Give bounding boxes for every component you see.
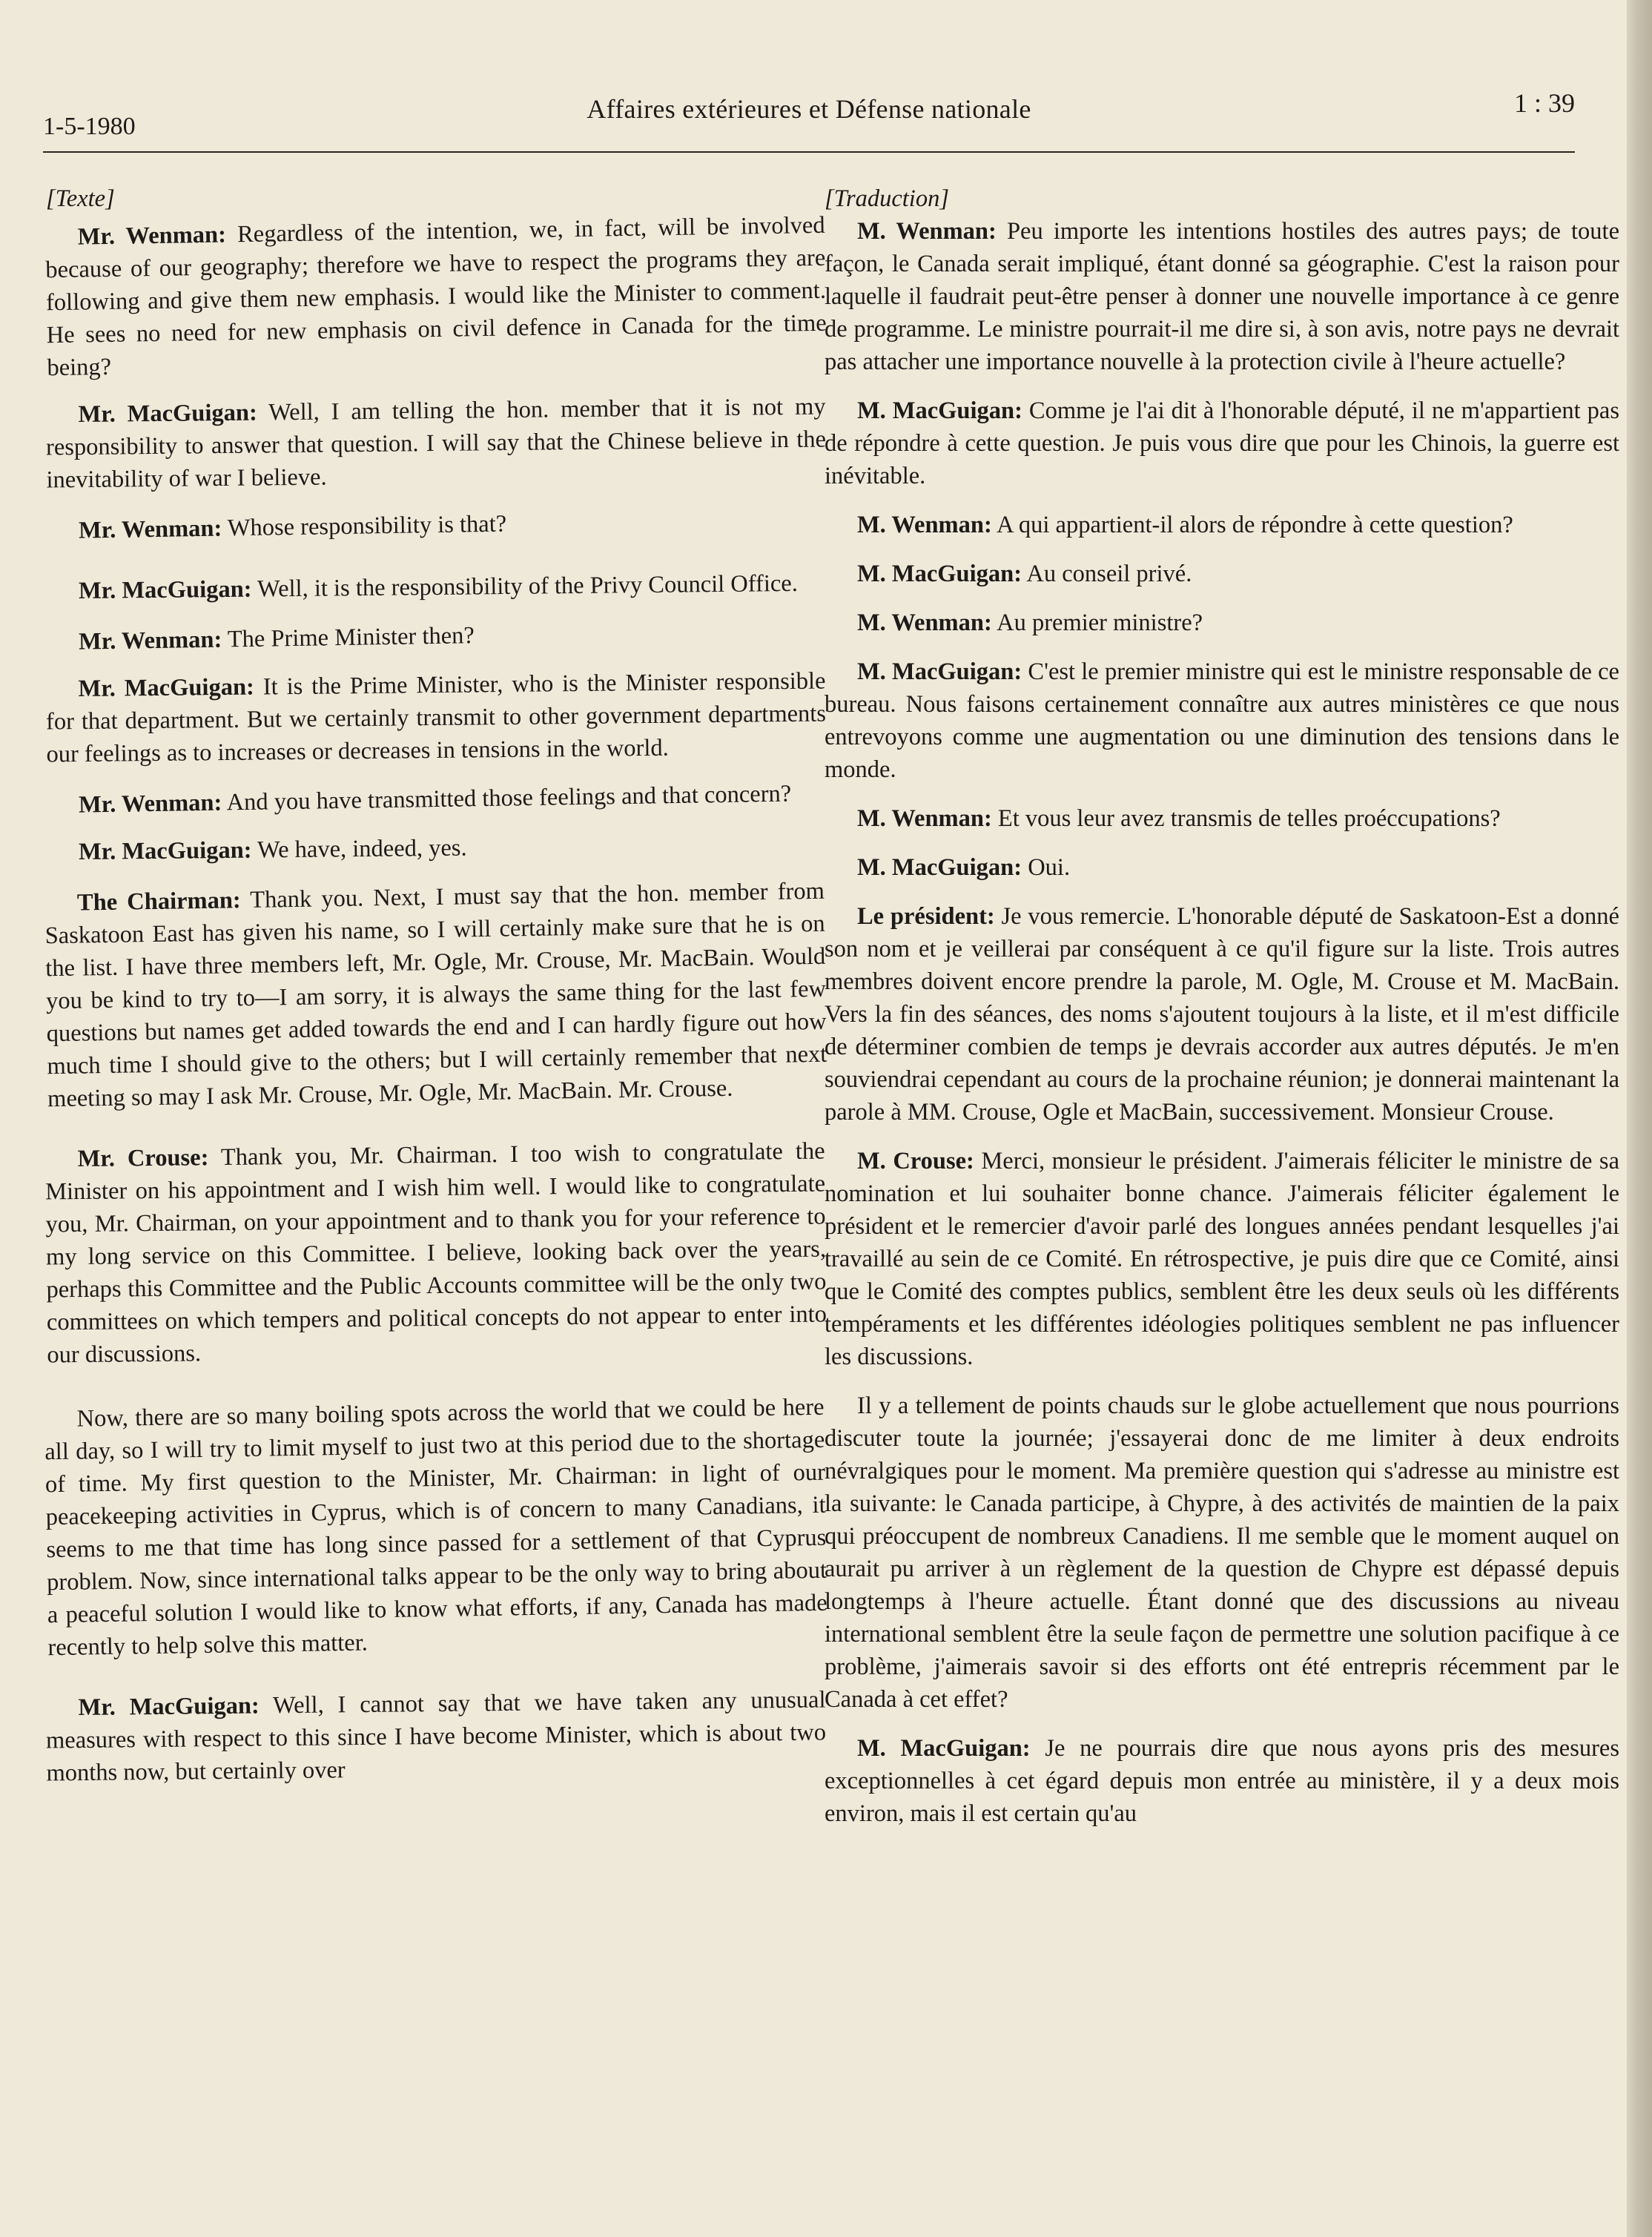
speaker-name: Mr. MacGuigan: [78, 673, 255, 703]
paragraph [44, 875, 828, 1115]
speaker-name: Mr. Wenman: [78, 626, 222, 655]
speaker-name: M. Wenman: [857, 805, 992, 832]
paragraph-text: Regardless of the intention, we, in fact, will be involved because of our geography; therefore we have to respect the programs they are following and give them new emphasis. I would like the Minister to comment. He sees no need for new emphasis on civil defence in Canada for the time being? [45, 211, 827, 382]
speaker-name: M. Wenman: [857, 609, 992, 636]
section-label-text: Texte [55, 185, 106, 212]
column-french [825, 182, 1619, 1846]
paragraph-text: Well, it is the responsibility of the Privy Council Office. [251, 569, 799, 603]
paragraph [46, 777, 827, 822]
speaker-name: M. Crouse: [857, 1148, 974, 1174]
speaker-name: Mr. MacGuigan: [78, 836, 252, 866]
paragraph [825, 509, 1619, 541]
header-date: 1-5-1980 [43, 113, 136, 140]
paragraph-text: Well, I cannot say that we have taken any unusual measures with respect to this since I have become Minister, which is about two months now, but certainly over [45, 1686, 827, 1787]
paragraph [825, 1390, 1619, 1716]
paragraph [45, 1683, 826, 1789]
paragraph-text: Thank you, Mr. Chairman. I too wish to congratulate the Minister on his appointment and I wish him well. I would like to congratulate you, Mr. Chairman, on your appointment and to thank you for your reference to my long service on this Committee. I believe, looking back over the years, perhaps this Committee and the Public Accounts committee will be the only two committees on which tempers and political concepts do not appear to enter into our discussions. [44, 1137, 827, 1369]
speaker-name: M. MacGuigan: [857, 561, 1022, 587]
paragraph-text: Oui. [1022, 854, 1071, 881]
speaker-name: Mr. Crouse: [77, 1144, 209, 1173]
speaker-name: M. MacGuigan: [857, 1735, 1031, 1762]
paragraph-text: Je vous remercie. L'honorable député de Saskatoon-Est a donné son nom et je veillerai par conséquent à ce qu'il figure sur la liste. Trois autres membres doivent encore prendre la parole, M. Ogle, M. Crouse et M. MacBain. Vers la fin des séances, des noms s'ajoutent toujours à la liste, et il m'est difficile de déterminer combien de temps je devrais accorder aux autres députés. Je m'en souviendrai cependant au cours de la prochaine réunion; je donnerai maintenant la parole à MM. Crouse, Ogle et MacBain, successivement. Monsieur Crouse. [825, 903, 1619, 1126]
speaker-name: Le président: [857, 903, 995, 930]
paragraph [45, 390, 826, 496]
speaker-name: M. Wenman: [857, 218, 997, 245]
speaker-name: M. MacGuigan: [857, 854, 1022, 881]
header-title: Affaires extérieures et Défense nationale [587, 94, 1031, 124]
paragraph-text: And you have transmitted those feelings and that concern? [221, 780, 792, 816]
paragraph [44, 1391, 827, 1664]
paragraph-text: Il y a tellement de points chauds sur le globe actuellement que nous pourrions discuter toute la journée; j'essayerai donc de me limiter à deux endroits névralgiques pour le moment. Ma première question qui s'adresse au ministre est la suivante: le Canada participe, à Chypre, à des activités de maintien de la paix qui préoccupent de nombreux Canadiens. Il me semble que le moment auquel on aurait pu arriver à un règlement de la question de Chypre est dépassé depuis longtemps à l'heure actuelle. Étant donné que des discussions au niveau international semblent être la seule façon de permettre une solution pacifique à ce problème, j'aimerais savoir si des efforts ont été entrepris récemment par le Canada à cet effet? [825, 1392, 1619, 1713]
speaker-name: M. Wenman: [857, 512, 992, 538]
paragraph-text: The Prime Minister then? [221, 622, 475, 653]
paragraph [825, 215, 1619, 378]
paragraph [44, 1135, 827, 1372]
paragraph [825, 558, 1619, 590]
speaker-name: Mr. MacGuigan: [78, 399, 257, 429]
speaker-name: M. MacGuigan: [857, 658, 1022, 685]
paragraph-text: Au premier ministre? [991, 609, 1203, 636]
speaker-name: Mr. Wenman: [78, 789, 222, 819]
speaker-name: Mr. MacGuigan: [78, 1692, 260, 1722]
paragraph [825, 1732, 1619, 1830]
paragraph [44, 209, 827, 384]
paragraph [46, 566, 826, 607]
speaker-name: The Chairman: [76, 887, 242, 916]
paragraph-text: Comme je l'ai dit à l'honorable député, il ne m'appartient pas de répondre à cette question. Je puis vous dire que pour les Chinois, la guerre est inévitable. [825, 397, 1619, 489]
paragraph [825, 394, 1619, 492]
column-english [46, 182, 826, 1802]
paragraph-text: Peu importe les intentions hostiles des autres pays; de toute façon, le Canada serait impliqué, étant donné sa géographie. C'est la raison pour laquelle il faudrait peut-être penser à donner une nouvelle importance à ce genre de programme. Le ministre pourrait-il me dire si, à son avis, notre pays ne devrait pas attacher une importance nouvelle à la protection civile à l'heure actuelle? [825, 218, 1620, 375]
paragraph-text: Whose responsibility is that? [221, 510, 507, 542]
paragraph-text: Et vous leur avez transmis de telles proéccupations? [991, 805, 1501, 832]
section-label-text: Traduction [833, 185, 940, 212]
paragraph-text: A qui appartient-il alors de répondre à cette question? [991, 512, 1513, 538]
paragraph-text: Au conseil privé. [1022, 561, 1192, 587]
section-label-texte: [Texte] [46, 185, 115, 212]
paragraph-text: C'est le premier ministre qui est le ministre responsable de ce bureau. Nous faisons certainement connaître aux autres ministères ce que nous entrevoyons comme une augmentation ou une diminution des tensions dans le monde. [825, 658, 1619, 783]
speaker-name: M. MacGuigan: [857, 397, 1022, 424]
paragraph [825, 900, 1619, 1129]
speaker-name: Mr. Wenman: [77, 221, 227, 251]
paragraph-text: Thank you. Next, I must say that the hon. member from Saskatoon East has given his name, so I will certainly make sure that he is on the list. I have three members left, Mr. Ogle, Mr. Crouse, Mr. MacBain. Would you be kind to try to—I am sorry, it is always the same thing for the last few questions but names get added towards the end and I can hardly figure out how much time I should give to the others; but I will certainly remember that next meeting so may I ask Mr. Crouse, Mr. Ogle, Mr. MacBain. Mr. Crouse. [44, 877, 827, 1113]
section-label-traduction: [Traduction] [825, 185, 949, 212]
paragraph-text: Well, I am telling the hon. member that it is not my responsibility to answer that question. I will say that the Chinese believe in the inevitability of war I believe. [45, 393, 827, 494]
paragraph [825, 1145, 1619, 1373]
paragraph [825, 607, 1619, 639]
page-header [43, 80, 1575, 153]
paragraph-text: Je ne pourrais dire que nous ayons pris des mesures exceptionnelles à cet égard depuis mon entrée au ministère, il y a deux mois environ, mais il est certain qu'au [825, 1735, 1619, 1827]
paragraph-text: We have, indeed, yes. [251, 834, 467, 864]
paragraph [46, 827, 826, 868]
speaker-name: Mr. MacGuigan: [78, 575, 252, 605]
paragraph-text: It is the Prime Minister, who is the Minister responsible for that department. But we certainly transmit to other government departments our feelings as to increases or decreases in tensions in the world. [45, 667, 827, 768]
speaker-name: Mr. Wenman: [78, 515, 222, 544]
paragraph [46, 503, 827, 548]
paragraph [46, 614, 827, 659]
paragraph [825, 655, 1619, 786]
header-page-number: 1 : 39 [1513, 88, 1575, 118]
paragraph [825, 802, 1619, 835]
paragraph-text: Now, there are so many boiling spots across the world that we could be here all day, so I will try to limit myself to just two at this period due to the shortage of time. My first question to the Minister, Mr. Chairman: in light of our peacekeeping activities in Cyprus, which is of concern to many Canadians, it seems to me that time has long since passed for a settlement of that Cyprus problem. Now, since international talks appear to be the only way to bring about a peaceful solution I would like to know what efforts, if any, Canada has made recently to help solve this matter. [44, 1393, 827, 1662]
paragraph [45, 664, 826, 770]
paragraph [825, 851, 1619, 884]
paragraph-text: Merci, monsieur le président. J'aimerais féliciter le ministre de sa nomination et lui souhaiter bonne chance. J'aimerais féliciter également le président et le remercier d'avoir parlé des longues années pendant lesquelles j'ai travaillé au sein de ce Comité. En rétrospective, je puis dire que ce Comité, ainsi que le Comité des comptes publics, semblent être les deux seuls où les différents tempéraments et les différentes idéologies politiques semblent ne pas influencer les discussions. [825, 1148, 1619, 1370]
page-edge [1627, 0, 1652, 2237]
